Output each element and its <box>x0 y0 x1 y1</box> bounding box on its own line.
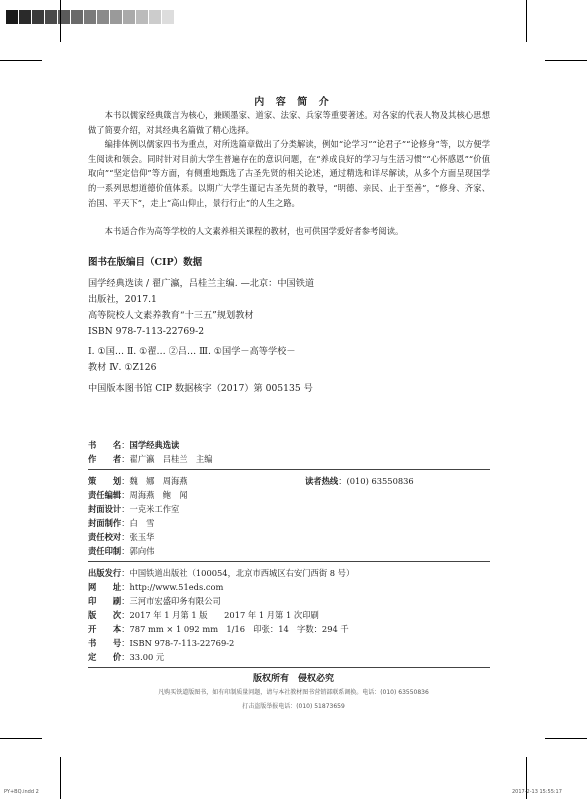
planning-value: 魏 娜 周海燕 <box>129 476 188 486</box>
url-value: http://www.51eds.com <box>129 582 224 592</box>
cover-design-value: 一克米工作室 <box>129 504 180 514</box>
price-label: 定 价 <box>88 652 122 662</box>
printing-row: 责任印制：郭向伟 <box>88 546 155 556</box>
cip-line: ISBN 978-7-113-22769-2 <box>88 326 205 337</box>
cover-design-label: 封面设计 <box>88 504 122 514</box>
cip-title: 图书在版编目（CIP）数据 <box>88 257 203 268</box>
format-row: 开 本：787 mm × 1 092 mm 1/16 印张：14 字数：294 千 <box>88 624 349 634</box>
isbn-value: ISBN 978-7-113-22769-2 <box>129 638 235 648</box>
divider <box>88 469 490 470</box>
book-author-label: 作 者 <box>88 454 122 464</box>
rights-reserved: 版权所有 侵权必究 <box>252 674 334 684</box>
proofread-label: 责任校对 <box>88 532 122 542</box>
price-row: 定 价：33.00 元 <box>88 652 165 662</box>
cover-production-label: 封面制作 <box>88 518 122 528</box>
cover-production-row: 封面制作：白 雪 <box>88 518 155 528</box>
editor-label: 责任编辑 <box>88 490 122 500</box>
printing-value: 郭向伟 <box>129 546 155 556</box>
hotline-value: (010) 63550836 <box>346 476 414 486</box>
publisher-value: 中国铁道出版社（100054，北京市西城区右安门西街 8 号） <box>129 568 355 578</box>
slug-file: PY+BQ.indd 2 <box>4 789 39 795</box>
cip-line: 高等院校人文素养教育“十三五”规划教材 <box>88 310 254 321</box>
slug-date: 2017-2-13 15:55:17 <box>512 789 562 795</box>
cip-line: Ⅰ. ①国… Ⅱ. ①翟… ②吕… Ⅲ. ①国学－高等学校－ <box>88 346 296 357</box>
printer-row: 印 刷：三河市宏盛印务有限公司 <box>88 596 221 606</box>
planning-row: 策 划：魏 娜 周海燕 <box>88 476 188 486</box>
footer-note: 凡购买铁道版图书，如有印制质量问题，请与本社教材图书营销部联系调换。电话：(010) 63550836 <box>158 689 429 696</box>
proofread-row: 责任校对：张玉华 <box>88 532 155 542</box>
intro-paragraph-2: 编排体例以儒家四书为重点，对所选篇章做出了分类解读，例如“论学习”“论君子”“论修身”等，以方便学生阅读和领会。同时针对目前大学生普遍存在的意识问题，在“养成良好的学习与生活习惯”“心怀感恩”“价值取向”“坚定信仰”等方面，有侧重地甄选了古圣先贤的相关论述，通过精选和详尽解读，从多个方面呈现国学的一系列思想道德价值体系。以期广大学生谨记古圣先贤的教导，“明德、亲民、止于至善”，“修身、齐家、治国、平天下”，走上“高山仰止，景行行止”的人生之路。 <box>88 139 490 208</box>
cover-production-value: 白 雪 <box>129 518 155 528</box>
edition-row: 版 次：2017 年 1 月第 1 版 2017 年 1 月第 1 次印刷 <box>88 610 319 620</box>
isbn-label: 书 号 <box>88 638 122 648</box>
url-row: 网 址：http://www.51eds.com <box>88 582 224 592</box>
cip-line: 教材 Ⅳ. ①Z126 <box>88 362 157 373</box>
cip-library-number: 中国版本图书馆 CIP 数据核字（2017）第 005135 号 <box>88 383 313 394</box>
book-name-label: 书 名 <box>88 440 122 450</box>
url-label: 网 址 <box>88 582 122 592</box>
printing-label: 责任印制 <box>88 546 122 556</box>
footer-piracy-hotline: 打击盗版举报电话：(010) 51873659 <box>242 703 345 710</box>
intro-paragraph-3: 本书适合作为高等学校的人文素养相关课程的教材，也可供国学爱好者参考阅读。 <box>104 226 404 236</box>
editor-value: 周海燕 鲍 闻 <box>129 490 188 500</box>
format-label: 开 本 <box>88 624 122 634</box>
book-name: 国学经典选读 <box>129 440 180 450</box>
cover-design-row: 封面设计：一克米工作室 <box>88 504 180 514</box>
isbn-row: 书 号：ISBN 978-7-113-22769-2 <box>88 638 235 648</box>
intro-paragraph-1: 本书以儒家经典箴言为核心，兼顾墨家、道家、法家、兵家等重要著述。对各家的代表人物及其核心思想做了简要介绍，对其经典名篇做了精心选择。 <box>88 110 490 135</box>
printer-label: 印 刷 <box>88 596 122 606</box>
price-value: 33.00 元 <box>129 652 165 662</box>
publisher-row: 出版发行：中国铁道出版社（100054，北京市西城区右安门西街 8 号） <box>88 568 355 578</box>
editor-row: 责任编辑：周海燕 鲍 闻 <box>88 490 188 500</box>
book-name-row: 书 名：国学经典选读 <box>88 440 180 450</box>
book-author: 翟广瀛 吕桂兰 主编 <box>129 454 213 464</box>
format-value: 787 mm × 1 092 mm 1/16 印张：14 字数：294 千 <box>129 624 349 634</box>
publisher-label: 出版发行 <box>88 568 122 578</box>
cip-line: 国学经典选读 / 翟广瀛，吕桂兰主编. —北京：中国铁道 <box>88 278 315 289</box>
divider <box>88 561 490 562</box>
intro-title: 内 容 简 介 <box>254 97 333 108</box>
registration-color-bar <box>6 10 175 24</box>
printer-value: 三河市宏盛印务有限公司 <box>129 596 221 606</box>
hotline-label: 读者热线 <box>305 476 339 486</box>
planning-label: 策 划 <box>88 476 122 486</box>
hotline-row: 读者热线：(010) 63550836 <box>305 476 414 486</box>
divider <box>88 667 490 668</box>
proofread-value: 张玉华 <box>129 532 155 542</box>
book-author-row: 作 者：翟广瀛 吕桂兰 主编 <box>88 454 213 464</box>
edition-label: 版 次 <box>88 610 122 620</box>
cip-line: 出版社，2017.1 <box>88 294 157 305</box>
edition-value: 2017 年 1 月第 1 版 2017 年 1 月第 1 次印刷 <box>129 610 319 620</box>
